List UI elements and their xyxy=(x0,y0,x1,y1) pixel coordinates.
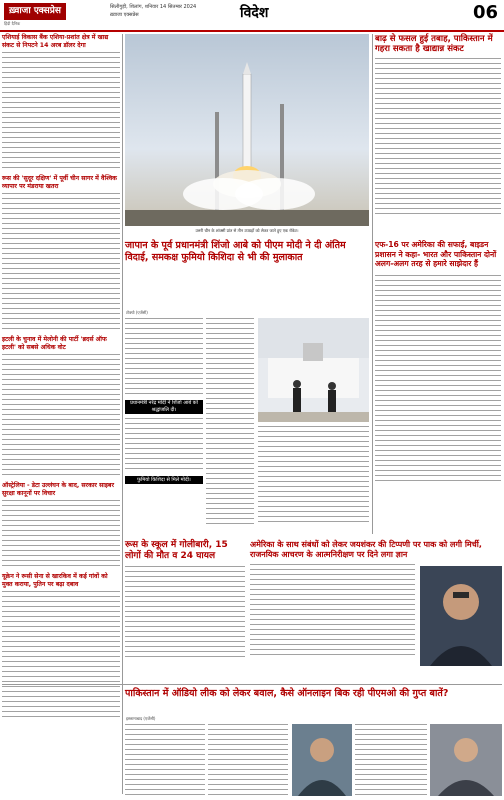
portrait-illustration-2 xyxy=(292,724,352,796)
japan-text-col1 xyxy=(125,318,203,398)
pakistan-audio-text-col1 xyxy=(125,724,205,796)
dateline-secondary: ख़्वाजा एक्सप्रेस xyxy=(110,12,139,18)
us-headline: अमेरिका के साथ संबंधों को लेकर जयशंकर की टिप्पणी पर पाक को लगी मिर्ची, राजनयिक आचरण के आत्मनिरीक्षण पर दिने लगा ज्ञान xyxy=(250,540,482,559)
column-divider xyxy=(122,34,123,794)
us-text xyxy=(250,564,415,659)
left-column xyxy=(2,34,120,796)
pakistan-leaders-photo-1 xyxy=(292,724,352,796)
japan-photo-caption: प्रधानमंत्री नरेंद्र मोदी ने शिंजो आबे को श्रद्धांजलि दी। xyxy=(125,400,203,414)
japan-inset-caption: फुमियो किशिदा से मिले मोदी। xyxy=(125,476,203,484)
pakistan-flood-text xyxy=(375,58,501,218)
left-story-2-text xyxy=(2,193,120,333)
column-divider-right xyxy=(372,34,373,534)
russia-text xyxy=(125,566,245,661)
right-top-story xyxy=(375,34,501,234)
section-title: विदेश xyxy=(240,5,269,21)
japan-text-col3 xyxy=(258,426,369,526)
russia-story xyxy=(125,540,245,680)
f16-headline: एफ-16 पर अमेरिका की सफाई, बाइडन प्रशासन ने कहा- भारत और पाकिस्तान दोनों अलग-अलग तरह से हमारे साझेदार हैं xyxy=(375,240,497,268)
japan-text-col1b xyxy=(125,418,203,473)
pakistan-audio-headline: पाकिस्तान में ऑडियो लीक को लेकर बवाल, कैसे ऑनलाइन बिक रही पीएमओ की गुप्त बातें? xyxy=(125,688,449,699)
pakistan-audio-text-col3 xyxy=(355,724,427,796)
left-story-1-text xyxy=(2,52,120,172)
page-number: 06 xyxy=(472,2,498,23)
portrait-illustration xyxy=(420,566,502,666)
left-story-5-text xyxy=(2,591,120,721)
left-story-3-text xyxy=(2,354,120,479)
rocket-illustration xyxy=(125,34,369,226)
jaishankar-photo xyxy=(420,566,502,666)
portrait-illustration-3 xyxy=(430,724,502,796)
left-headline-3: इटली के चुनाव में मेलोनी की पार्टी 'ब्रदर्स ऑफ इटली' को सबसे अधिक वोट xyxy=(2,336,107,351)
russia-headline: रूस के स्कूल में गोलीबारी, 15 लोगों की मौत व 24 घायल xyxy=(125,540,228,561)
dateline: सिलीगुड़ी, शिलांग, शनिवार 14 सितम्बर 2024 xyxy=(110,4,197,10)
rocket-photo-caption: उत्तरी चीन के शांक्सी प्रांत से तीन उपग्रहों को लेकर जाते हुए एक रॉकेट। xyxy=(195,228,299,233)
left-story-4-text xyxy=(2,500,120,570)
memorial-photo xyxy=(258,318,369,422)
japan-text-col2 xyxy=(206,318,254,528)
left-headline-1: एशियाई विकास बैंक एशिया-प्रशांत क्षेत्र में खाद्य संकट से निपटने 14 अरब डॉलर देगा xyxy=(2,34,109,49)
pakistan-audio-text-col2 xyxy=(208,724,288,796)
japan-byline: टोक्यो (एजेंसी) xyxy=(126,310,148,315)
left-headline-2: रूस की 'सुदूर दक्षिण' में पूर्वी चीन सागर में वैश्विक व्यापार पर मंडराया खतरा xyxy=(2,175,117,190)
left-headline-4: ऑस्ट्रेलिया - डेटा उल्लंघन के बाद, सरकार साइबर सुरक्षा कानूनों पर विचार xyxy=(2,482,114,497)
pakistan-audio-byline: इस्लामाबाद (एजेंसी) xyxy=(126,716,156,721)
pakistan-audio-story xyxy=(125,688,502,700)
japan-headline: जापान के पूर्व प्रधानमंत्री शिंजो आबे को पीएम मोदी ने दी अंतिम विदाई, समकक्ष फुमियो किशिदा से भी की मुलाकात xyxy=(125,240,346,263)
left-headline-5: यूक्रेन ने रूसी सेना से खारकिव में कई गांवों को मुक्त कराया, पुतिन पर बढ़ा दबाव xyxy=(2,573,108,588)
f16-text xyxy=(375,275,501,485)
pakistan-flood-headline: बाढ़ से फसल हुई तबाह, पाकिस्तान में गहरा सकता है खाद्यान्न संकट xyxy=(375,34,493,54)
logo-subtitle: हिंदी दैनिक xyxy=(4,21,21,26)
memorial-illustration xyxy=(258,318,369,422)
pakistan-leaders-photo-2 xyxy=(430,724,502,796)
masthead xyxy=(0,0,504,32)
rocket-launch-photo xyxy=(125,34,369,226)
f16-story xyxy=(375,240,501,540)
newspaper-logo: ख़्वाजा एक्सप्रेस xyxy=(4,3,66,20)
horizontal-divider xyxy=(2,684,502,685)
